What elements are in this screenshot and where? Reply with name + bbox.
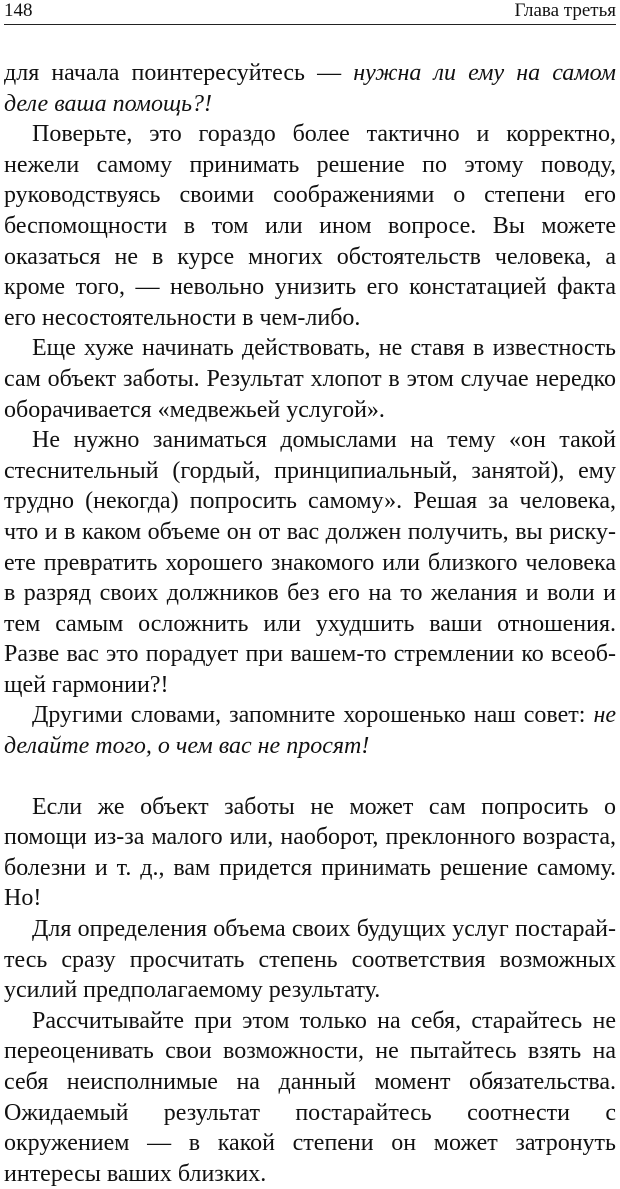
page-header	[4, 0, 616, 26]
paragraph-1	[4, 58, 616, 119]
header-rule	[4, 24, 616, 25]
paragraph-1-text: для начала поинтересуйтесь —	[4, 60, 354, 86]
paragraph-8: Рассчитывайте при этом только на себя, старайтесь не переоценивать свои возможности, не пытайтесь взять на себя неисполнимые на данный момент обязательства. Ожидаемый результат постарайтесь соотнести с окружением — в какой степени он может затронуть интересы ваших близких.	[4, 1007, 616, 1187]
paragraph-4: Не нужно заниматься домыслами на тему «он такой стеснительный (гордый, принципиальный, занятой), ему трудно (некогда) попросить самому». Решая за человека, что и в каком объеме он от вас должен получить, вы рискуете превратить хорошего знакомого или близкого человека в разряд своих должников без его на то желания и воли и тем самым осложнить или ухудшить ваши отношения. Разве вас это порадует при вашем-то стремлении ко всеобщей гармонии?!	[4, 427, 616, 698]
paragraph-1-italic: нужна ли ему на самом деле ваша помощь?!	[4, 60, 616, 117]
paragraph-7: Для определения объема своих будущих услуг постарайтесь сразу просчитать степень соответствия возможных усилий предполагаемому результату.	[4, 916, 616, 1004]
paragraph-3: Еще хуже начинать действовать, не ставя в известность сам объект заботы. Результат хлопот в этом случае нередко оборачивается «медвежьей услугой».	[4, 335, 616, 423]
paragraph-6: Если же объект заботы не может сам попросить о помощи из-за малого или, наоборот, преклонного возраста, болезни и т. д., вам придется принимать решение самому. Но!	[4, 793, 616, 912]
paragraph-5-italic: не делайте того, о чем вас не просят!	[4, 702, 616, 760]
paragraph-5-text: Другими словами, запомните хорошенько наш совет:	[32, 702, 594, 729]
paragraph-5	[4, 700, 616, 761]
page-number: 148	[4, 0, 33, 21]
chapter-title: Глава третья	[514, 0, 616, 21]
paragraph-2: Поверьте, это гораздо более тактично и корректно, нежели самому принимать решение по этому поводу, руководствуясь своими соображениями о степени его беспомощности в том или ином вопросе. Вы можете оказаться не в курсе многих обстоятельств человека, а кроме того, — невольно унизить его констатацией факта его несостоятельности в чем-либо.	[4, 121, 616, 331]
body-text	[4, 58, 616, 1189]
